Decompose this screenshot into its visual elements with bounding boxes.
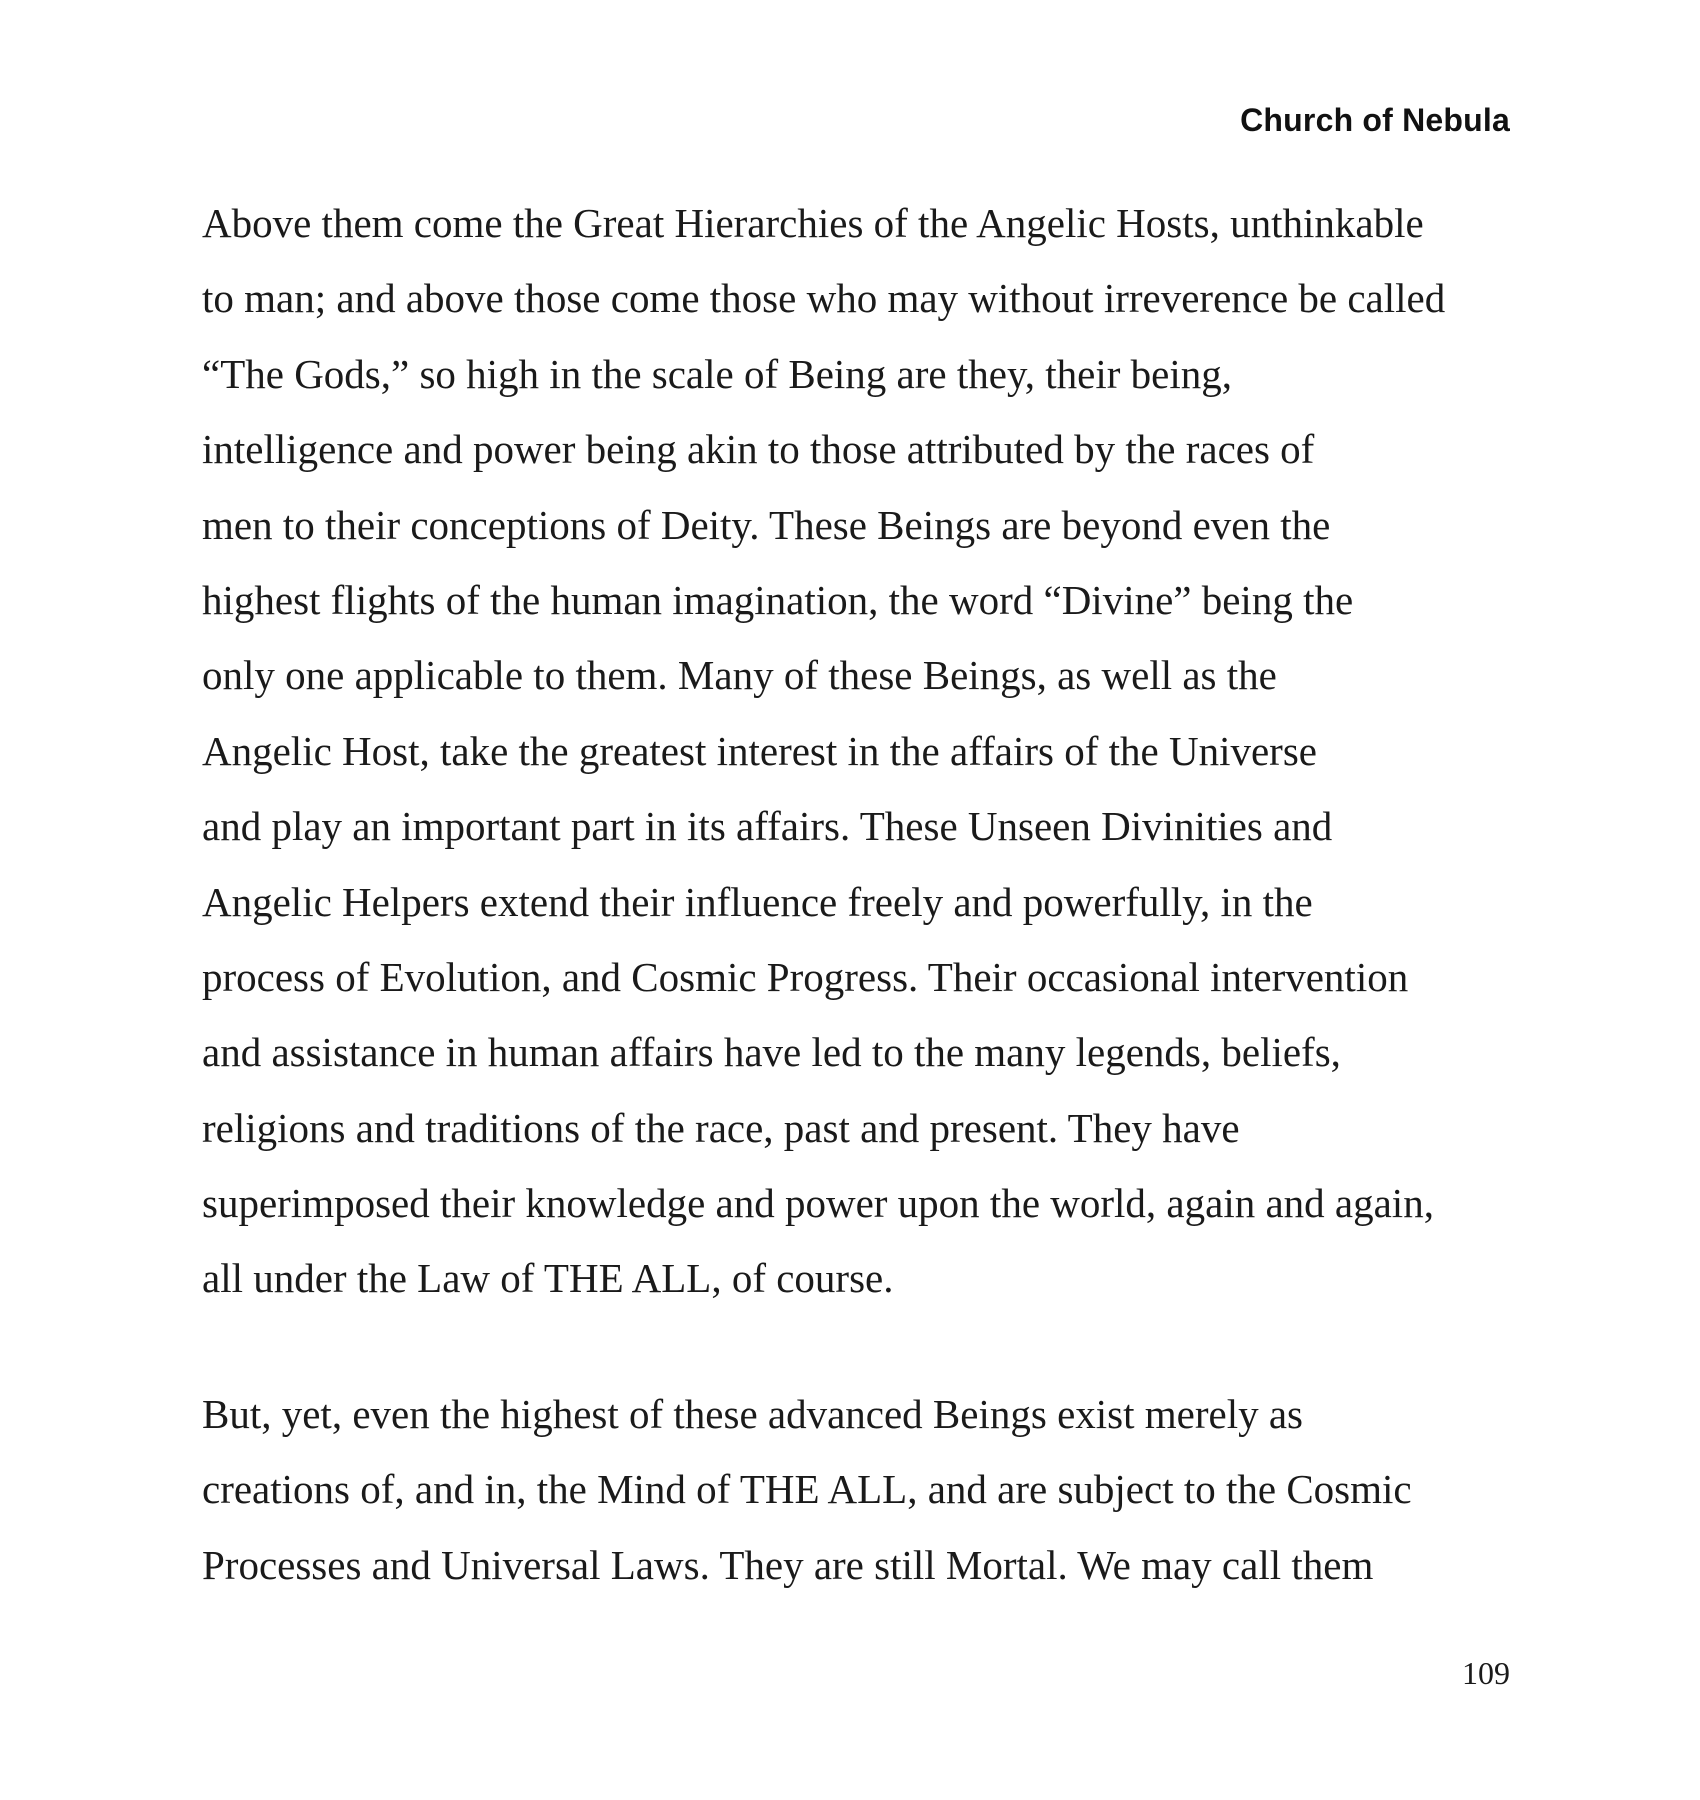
text-line: to man; and above those come those who may without irreverence be called (202, 275, 1446, 322)
text-line: Angelic Host, take the greatest interest in the affairs of the Universe (202, 727, 1317, 774)
text-line: all under the Law of THE ALL, of course. (202, 1255, 894, 1302)
text-line: intelligence and power being akin to those attributed by the races of (202, 426, 1315, 473)
body-text (202, 186, 1522, 1603)
text-line: Processes and Universal Laws. They are still Mortal. We may call them (202, 1541, 1374, 1588)
text-line: process of Evolution, and Cosmic Progress. Their occasional intervention (202, 953, 1409, 1000)
paragraph-2 (202, 1377, 1522, 1603)
text-line: only one applicable to them. Many of these Beings, as well as the (202, 652, 1277, 699)
text-line: creations of, and in, the Mind of THE ALL, and are subject to the Cosmic (202, 1466, 1412, 1513)
text-line: men to their conceptions of Deity. These Beings are beyond even the (202, 501, 1331, 548)
text-line: But, yet, even the highest of these advanced Beings exist merely as (202, 1390, 1303, 1437)
text-line: “The Gods,” so high in the scale of Being are they, their being, (202, 350, 1233, 397)
paragraph-1 (202, 186, 1522, 1317)
page-number: 109 (1462, 1655, 1510, 1691)
text-line: highest flights of the human imagination, the word “Divine” being the (202, 576, 1354, 623)
text-line: Above them come the Great Hierarchies of the Angelic Hosts, unthinkable (202, 200, 1424, 246)
text-line: and assistance in human affairs have led to the many legends, beliefs, (202, 1029, 1341, 1076)
text-line: Angelic Helpers extend their influence freely and powerfully, in the (202, 878, 1313, 925)
text-line: and play an important part in its affairs. These Unseen Divinities and (202, 803, 1333, 850)
text-line: religions and traditions of the race, past and present. They have (202, 1104, 1240, 1151)
paragraph-spacer (202, 1317, 1522, 1377)
running-header: Church of Nebula (1240, 102, 1510, 138)
text-line: superimposed their knowledge and power upon the world, again and again, (202, 1180, 1434, 1227)
